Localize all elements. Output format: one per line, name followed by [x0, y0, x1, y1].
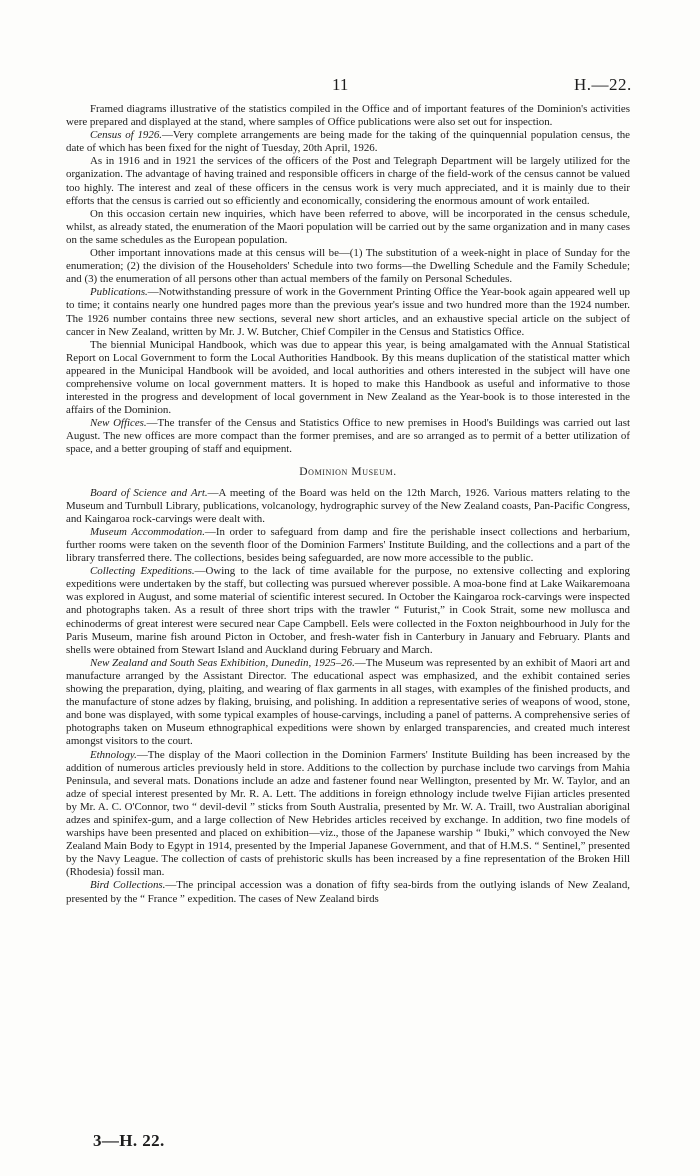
page-number: 11	[332, 75, 349, 94]
page-footer-signature: 3—H. 22.	[93, 1131, 165, 1150]
paragraph: New Offices.—The transfer of the Census and Statistics Office to new premises in Hood's Buildings was carried out last August. The new offices are more compact than the former premises, and are so arranged as to permit of a better utilization of space, and a better grouping of staff and equipment.	[66, 417, 630, 456]
page-header	[0, 75, 700, 99]
paragraph: New Zealand and South Seas Exhibition, Dunedin, 1925–26.—The Museum was represented by an exhibit of Maori art and manufacture arranged by the Assistant Director. The educational aspect was emphasized, and the exhibit contained series showing the preparation, dying, plaiting, and wearing of flax garments in all stages, with examples of the finished products, and the manufacture of stone adzes by flaking, bruising, and polishing. In addition a representative series of weapons of wood, stone, and bone was displayed, with some typical examples of house-carvings, including a panel of patterns. A comprehensive series of photographs taken on Museum ethnographical expeditions were shown by enlarged transparencies, and created much interest amongst visitors to the court.	[66, 656, 630, 748]
document-reference: H.—22.	[574, 75, 632, 94]
paragraph-lead: Collecting Expeditions.	[90, 565, 195, 578]
paragraph: The biennial Municipal Handbook, which was due to appear this year, is being amalgamated with the Annual Statistical Report on Local Government to form the Local Authorities Handbook. By this means duplication of the statistical matter which appeared in the Municipal Handbook will be avoided, and local authorities and others interested in the subject will have one comprehensive volume on local government matters. It is hoped to make this Handbook as useful and informative to those interested in the progress and development of local government in New Zealand as the Year-book is to those interested in the affairs of the Dominion.	[66, 338, 630, 417]
paragraph-lead: Census of 1926.	[90, 129, 162, 142]
paragraph: As in 1916 and in 1921 the services of the officers of the Post and Telegraph Department will be largely utilized for the organization. The advantage of having trained and responsible officers in charge of the field-work of the census cannot be valued too highly. The interest and zeal of these officers in the census work is very much appreciated, and it is mainly due to their efforts that the census is carried out so efficiently and economically, considering the enormous amount of work entailed.	[66, 155, 630, 207]
paragraph-lead: Publications.	[90, 286, 148, 299]
paragraph: Ethnology.—The display of the Maori collection in the Dominion Farmers' Institute Building has been increased by the addition of numerous articles previously held in store. Additions to the collection by purchase include two carvings from Mahia Peninsula, and several mats. Donations include an adze and fastener found near Wellington, presented by Mr. W. Taylor, and an adze of special interest presented by Mr. R. A. Lett. The additions in foreign ethnology include twelve Fijian articles presented by Mr. A. C. O'Connor, two “ devil-devil ” sticks from South Australia, presented by Mr. W. A. Traill, two Australian aboriginal adzes and spinifex-gum, and a large collection of New Hebrides articles received by exchange. In addition, two fine models of warships have been presented and placed on exhibition—viz., those of the Japanese warship “ Ibuki,” which convoyed the New Zealand Main Body to Egypt in 1914, presented by the Imperial Japanese Government, and that of H.M.S. “ Sentinel,” presented by the Navy League. The collection of casts of prehistoric skulls has been increased by a fine representation of the Broken Hill (Rhodesia) fossil man.	[66, 748, 630, 879]
paragraph: Collecting Expeditions.—Owing to the lack of time available for the purpose, no extensive collecting and exploring expeditions were undertaken by the staff, but collecting was pursued wherever possible. A moa-bone find at Lake Waikaremoana was explored in August, and some material of scientific interest secured. In October the Kaingaroa rock-carvings were inspected and photographs taken. As a result of three short trips with the trawler “ Futurist,” in Cook Strait, some new mollusca and echinoderms of great interest were secured near Cape Campbell. Eels were collected in the Foxton neighbourhood in July for the Paris Museum, marine fish around Picton in October, and fresh-water fish in Canterbury in January and February. Plants and shells were obtained from Stewart Island and Auckland during February and March.	[66, 565, 630, 656]
paragraphs-after	[66, 487, 630, 906]
paragraph: Board of Science and Art.—A meeting of the Board was held on the 12th March, 1926. Various matters relating to the Museum and Turnbull Library, publications, volcanology, hydrographic survey of the New Zealand coasts, Pan-Pacific Congress, and Kaingaroa rock-carvings were dealt with.	[66, 486, 630, 525]
paragraph: Framed diagrams illustrative of the statistics compiled in the Office and of important features of the Dominion's activities were prepared and displayed at the stand, where samples of Office publications were also set out for inspection.	[66, 103, 630, 129]
paragraph: Bird Collections.—The principal accession was a donation of fifty sea-birds from the outlying islands of New Zealand, presented by the “ France ” expedition. The cases of New Zealand birds	[66, 879, 631, 905]
body-text	[66, 103, 630, 906]
paragraph-lead: Museum Accommodation.	[90, 525, 205, 538]
paragraph-lead: Bird Collections.	[90, 879, 166, 892]
paragraph-lead: Ethnology.	[90, 748, 137, 761]
paragraph: Other important innovations made at this census will be—(1) The substitution of a week-night in place of Sunday for the enumeration; (2) the division of the Householders' Schedule into two forms—the Dwelling Schedule and the Family Schedule; and (3) the enumeration of all persons other than actual members of the family on Personal Schedules.	[66, 247, 630, 286]
paragraph-lead: Board of Science and Art.	[90, 486, 208, 499]
paragraph-lead: New Offices.	[90, 417, 147, 430]
paragraphs-before	[66, 103, 630, 457]
paragraph: Publications.—Notwithstanding pressure of work in the Government Printing Office the Year-book again appeared well up to time; it contains nearly one hundred pages more than the previous year's issue and two hundred more than the 1924 number. The 1926 number contains three new sections, several new short articles, and an exhaustive special article on the subject of cancer in New Zealand, written by Mr. J. W. Butcher, Chief Compiler in the Census and Statistics Office.	[66, 286, 630, 338]
paragraph: Census of 1926.—Very complete arrangements are being made for the taking of the quinquennial population census, the date of which has been fixed for the night of Tuesday, 20th April, 1926.	[66, 129, 630, 155]
paragraph: Museum Accommodation.—In order to safeguard from damp and fire the perishable insect collections and herbarium, further rooms were taken on the seventh floor of the Dominion Farmers' Institute Building, and the collections and a part of the library transferred there. The collections, besides being safeguarded, are now more accessible to the public.	[66, 525, 630, 565]
section-heading: Dominion Museum.	[299, 465, 397, 478]
paragraph: On this occasion certain new inquiries, which have been referred to above, will be incorporated in the census schedule, whilst, as already stated, the enumeration of the Maori population will be carried out by the same organization and in many cases on the same schedules as the European population.	[66, 207, 630, 246]
paragraph-lead: New Zealand and South Seas Exhibition, Dunedin, 1925–26.	[90, 656, 355, 669]
